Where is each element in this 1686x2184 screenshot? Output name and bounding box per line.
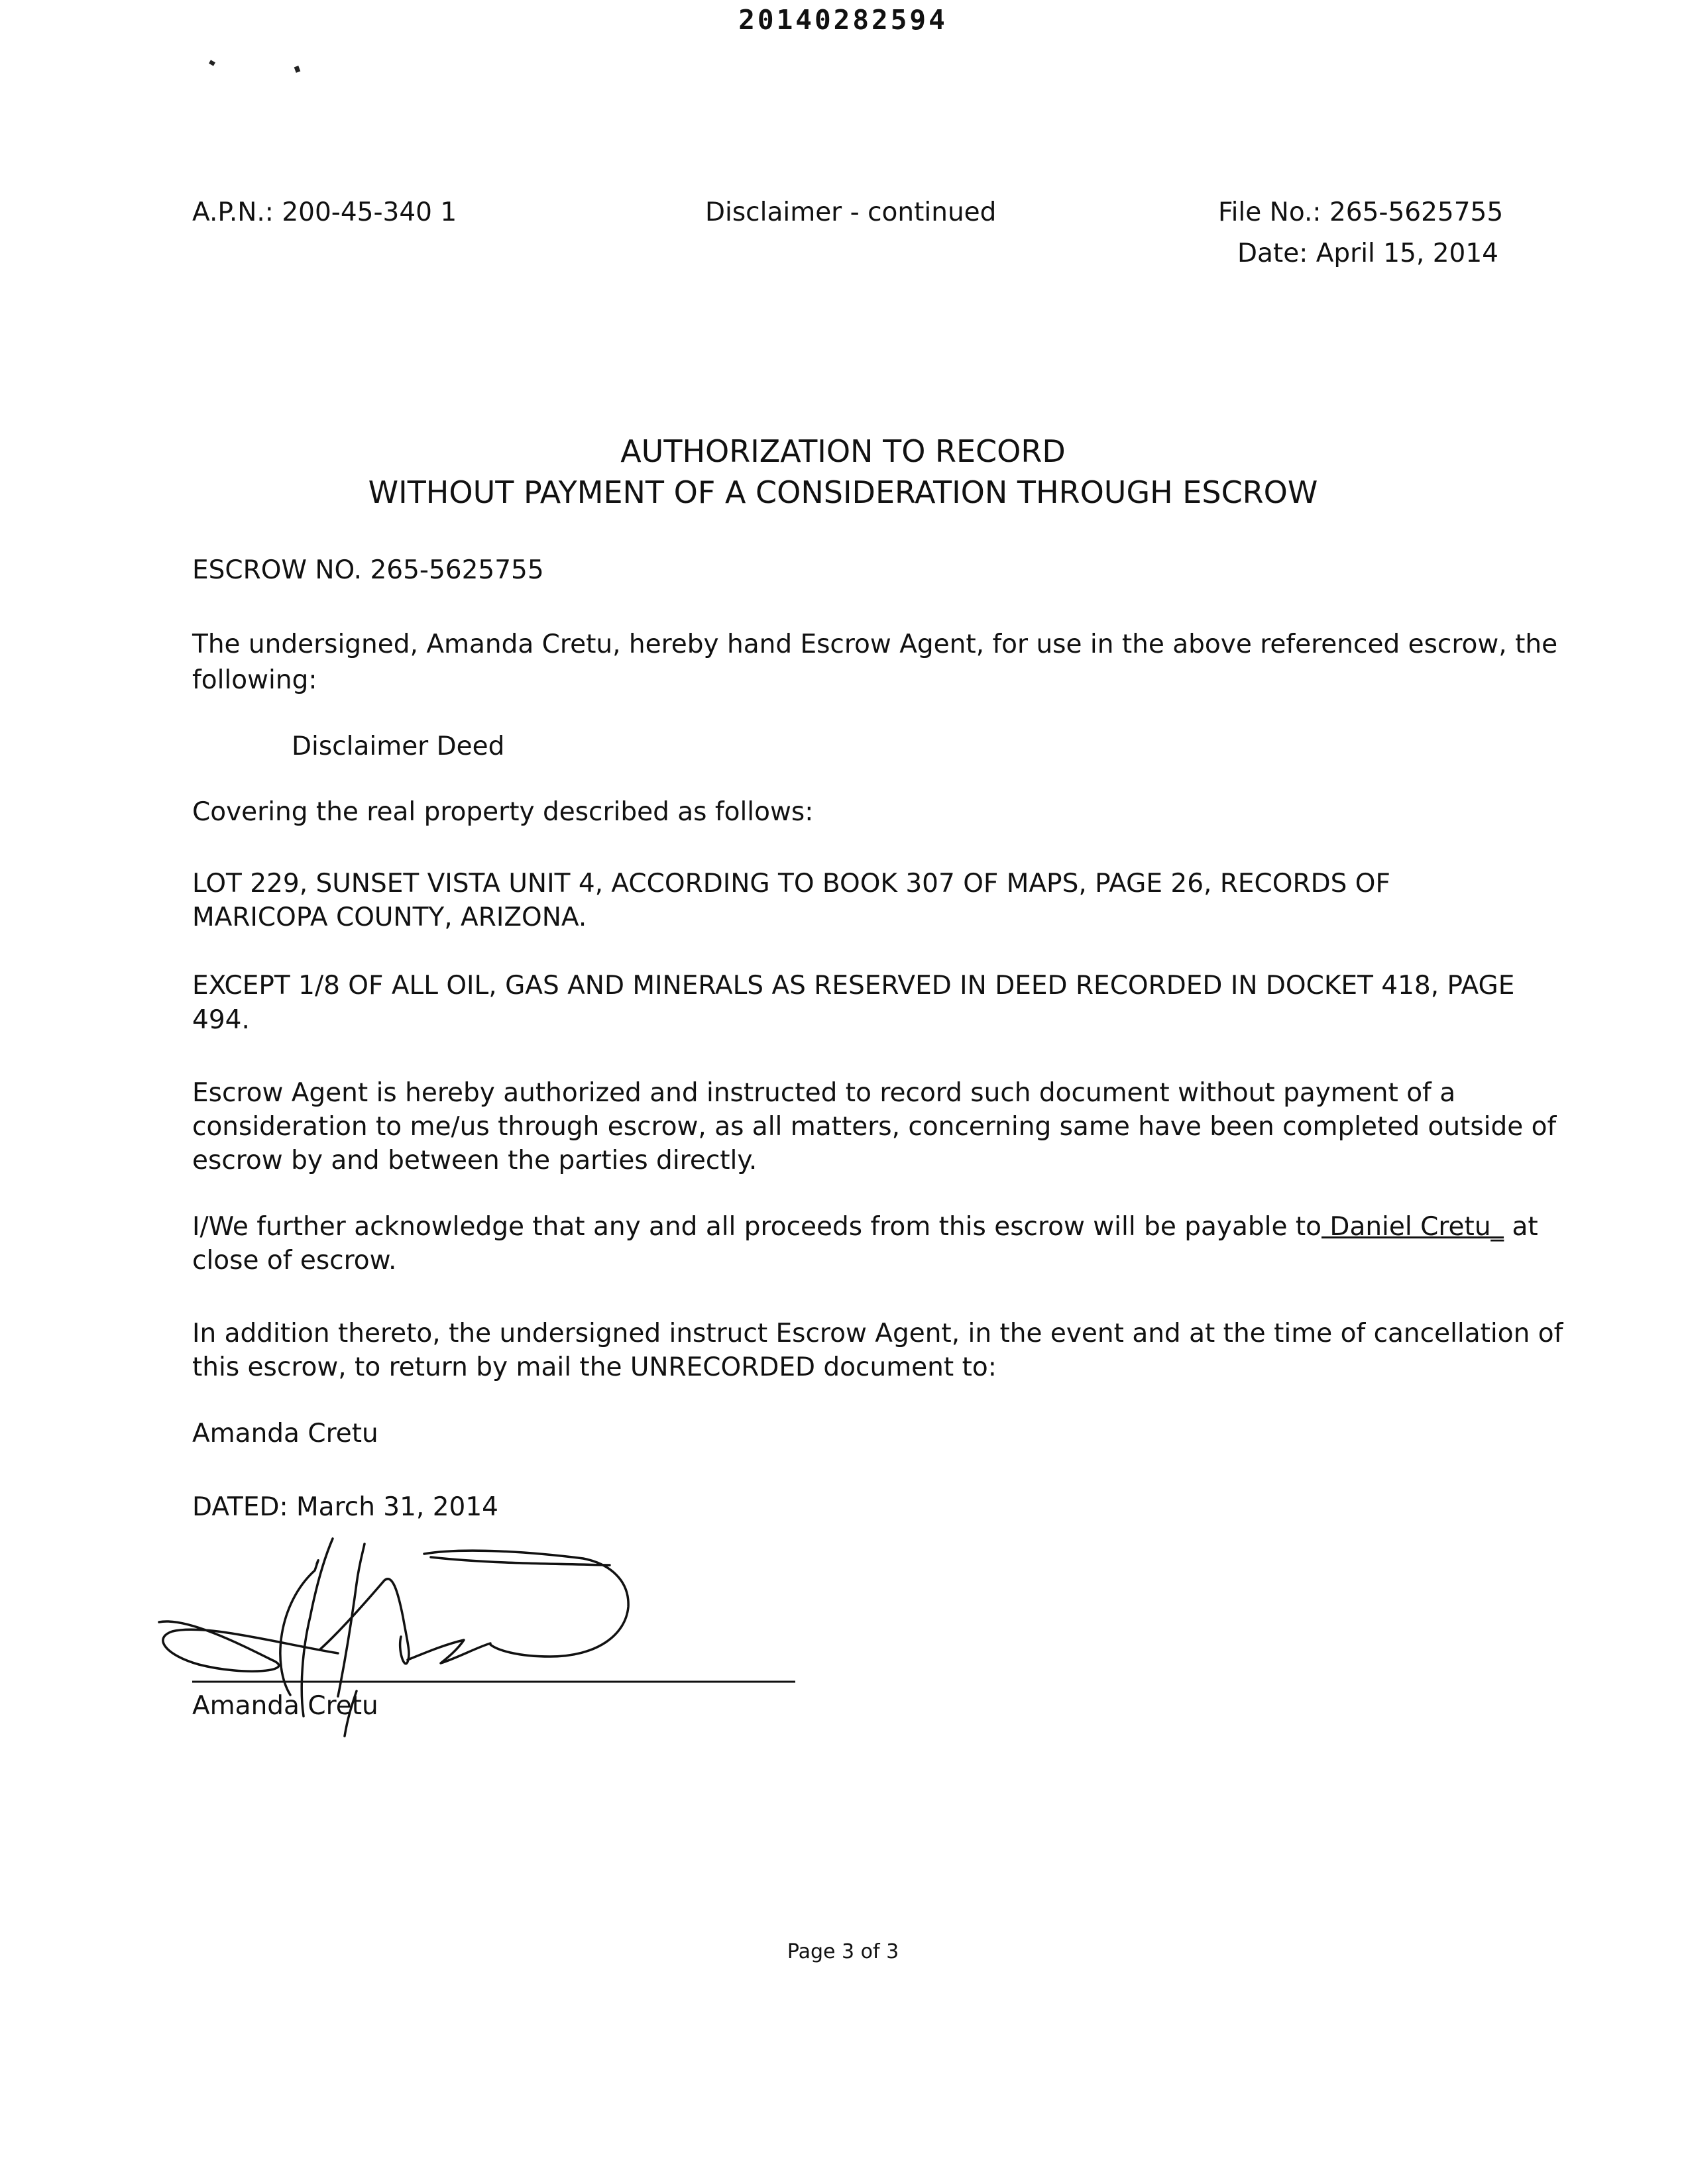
legal-description-line: LOT 229, SUNSET VISTA UNIT 4, ACCORDING TO BOOK 307 OF MAPS, PAGE 26, RECORDS OF — [192, 869, 1390, 899]
file-number: File No.: 265-5625755 — [1218, 197, 1504, 227]
authorization-line: consideration to me/us through escrow, as all matters, concerning same have been completed outside of — [192, 1112, 1557, 1142]
exception-line: EXCEPT 1/8 OF ALL OIL, GAS AND MINERALS AS RESERVED IN DEED RECORDED IN DOCKET 418, PAGE — [192, 971, 1515, 1001]
cancellation-line: In addition thereto, the undersigned instruct Escrow Agent, in the event and at the time of cancellation of — [192, 1319, 1563, 1348]
cancellation-line: this escrow, to return by mail the UNRECORDED document to: — [192, 1352, 997, 1382]
return-recipient-name: Amanda Cretu — [192, 1419, 378, 1448]
proceeds-text: I/We further acknowledge that any and all proceeds from this escrow will be payable to — [192, 1212, 1322, 1242]
signature — [146, 1517, 809, 1769]
intro-paragraph-line: following: — [192, 665, 317, 695]
intro-paragraph-line: The undersigned, Amanda Cretu, hereby hand Escrow Agent, for use in the above referenced escrow, the — [192, 629, 1558, 659]
scan-speck — [209, 60, 215, 66]
page-title-line-1: AUTHORIZATION TO RECORD — [620, 433, 1066, 469]
proceeds-line — [192, 1212, 1538, 1242]
header-date: Date: April 15, 2014 — [1237, 239, 1498, 268]
proceeds-text-suffix: at — [1504, 1212, 1538, 1242]
page-title-line-2: WITHOUT PAYMENT OF A CONSIDERATION THROUGH ESCROW — [368, 474, 1318, 510]
escrow-number: ESCROW NO. 265-5625755 — [192, 555, 544, 585]
payee-name: Daniel Cretu_ — [1321, 1212, 1504, 1242]
signer-name: Amanda Cretu — [192, 1691, 378, 1721]
scan-speck — [294, 66, 301, 73]
covering-statement: Covering the real property described as follows: — [192, 797, 814, 827]
legal-description-line: MARICOPA COUNTY, ARIZONA. — [192, 902, 587, 932]
dated-line: DATED: March 31, 2014 — [192, 1492, 498, 1522]
authorization-line: escrow by and between the parties directly. — [192, 1146, 758, 1175]
recording-number: 20140282594 — [738, 4, 948, 36]
apn-number: A.P.N.: 200-45-340 1 — [192, 197, 457, 227]
document-item: Disclaimer Deed — [292, 732, 505, 761]
proceeds-line: close of escrow. — [192, 1246, 397, 1276]
authorization-line: Escrow Agent is hereby authorized and instructed to record such document without payment of a — [192, 1078, 1456, 1108]
exception-line: 494. — [192, 1005, 250, 1035]
header-document-title: Disclaimer - continued — [705, 197, 997, 227]
page-number: Page 3 of 3 — [787, 1940, 899, 1963]
